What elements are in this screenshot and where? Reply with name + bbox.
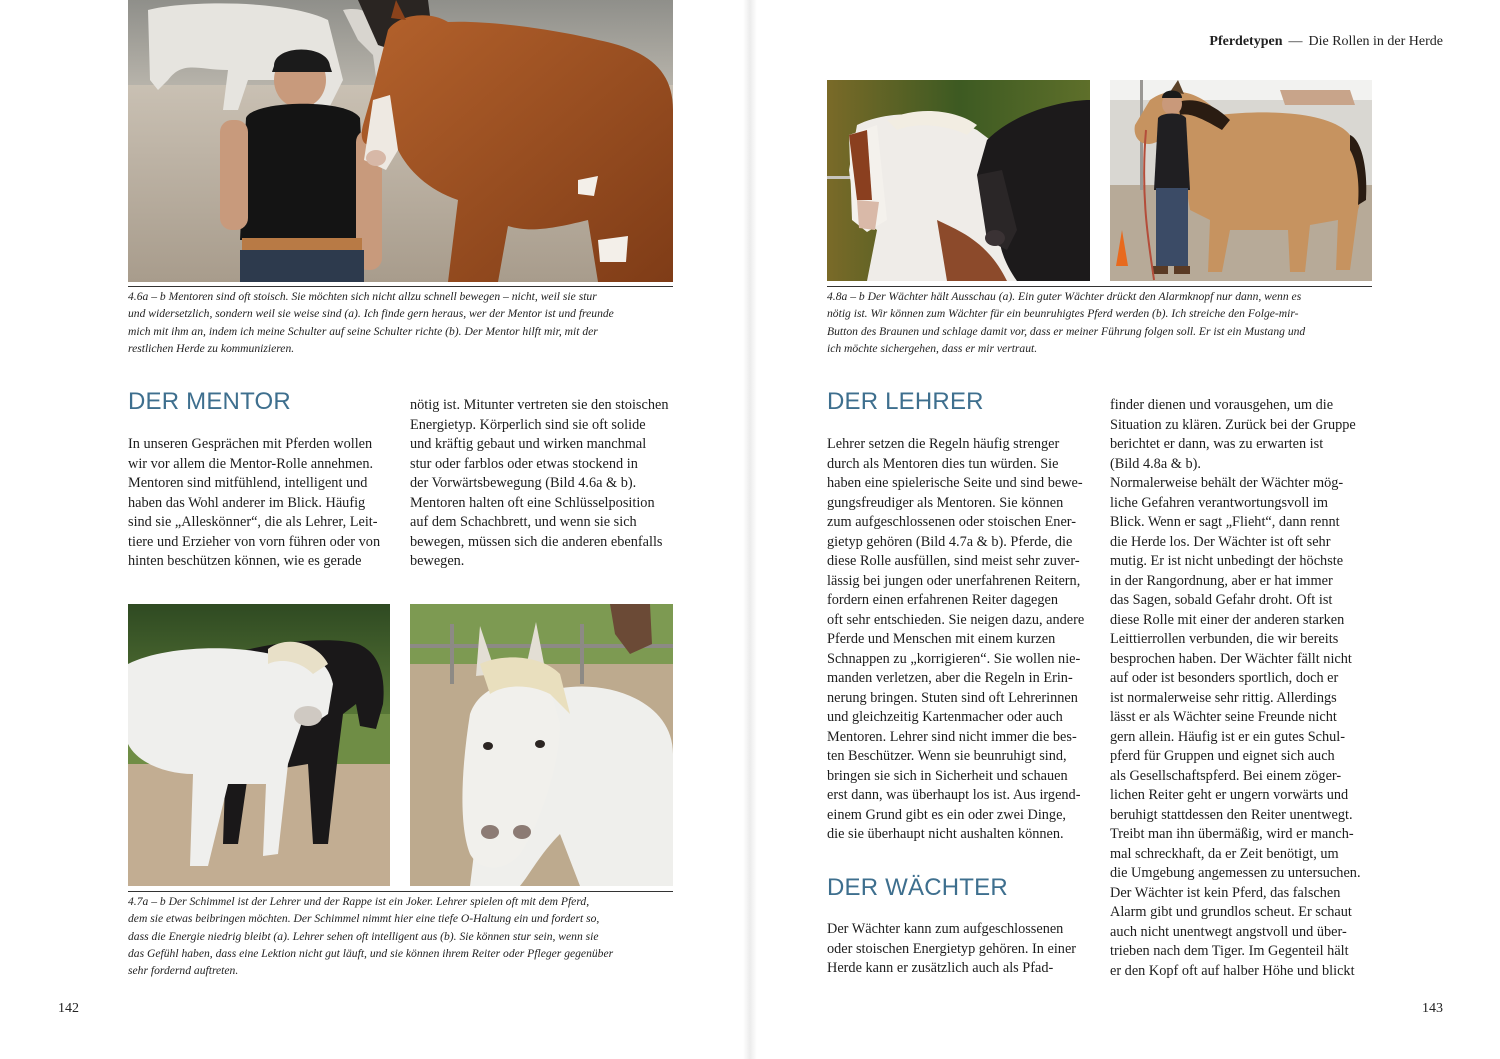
text-line: ist normalerweise sehr rittig. Allerdings [1110,689,1337,706]
text-line: auf oder ist besonders sportlich, doch er [1110,670,1339,686]
text-line: beruhigt stattdessen den Reiter unentwegt. [1110,806,1353,823]
running-head-section: Die Rollen in der Herde [1308,34,1443,49]
text-line: lässig bei jungen oder unerfahrenen Reitern, [827,572,1081,589]
text-line: finder dienen und vorausgehen, um die [1110,397,1334,413]
running-head-chapter: Pferdetypen [1209,34,1283,49]
caption-rule-4-8 [827,286,1372,287]
text-line: Pferde und Menschen mit einem kurzen [827,631,1056,647]
text-line: gietyp gehören (Bild 4.7a & b). Pferde, die [827,533,1073,550]
text-line: nötig ist. Mitunter vertreten sie den stoischen [410,397,669,413]
text-line: Energietyp. Körperlich sind sie oft solide [410,416,646,433]
text-line: Alarm gibt und grundlos scheut. Er schaut [1110,904,1352,920]
lehrer-text [827,435,1097,845]
text-line: diese Rolle ausfüllen, sind meist sehr zuver- [827,553,1080,569]
photo-mentor-illustration [128,0,673,282]
text-line: oder stoischen Energietyp gehören. In einer [827,940,1077,957]
text-line: lichen Reiter geht er ungern vorwärts und [1110,787,1349,803]
text-line: mal schreckhaft, da er Zeit benötigt, um [1110,845,1339,862]
waechter-text [827,920,1097,979]
text-line: Situation zu klären. Zurück bei der Gruppe [1110,416,1356,433]
text-line: haben das Wohl anderer im Blick. Häufig [128,494,366,511]
text-line: bewegen. [410,553,465,569]
running-head-separator: — [1288,34,1303,49]
text-line: Der Wächter ist kein Pferd, das falschen [1110,884,1341,901]
text-line: und gleichzeitig Kartenmacher oder auch [827,709,1063,725]
text-line: stur oder farblos oder etwas stockend in [410,455,638,472]
page-number-left: 142 [58,1001,79,1016]
caption-rule-4-7 [128,891,673,892]
text-line: In unseren Gesprächen mit Pferden wollen [128,436,373,452]
right-page [750,0,1500,1059]
text-line: trieben nach dem Tiger. Im Gegenteil hält [1110,943,1349,959]
text-line: gern allein. Häufig ist er ein gutes Schul- [1110,728,1346,745]
text-line: lässt er als Wächter seine Freunde nicht [1110,709,1337,725]
text-line: tiere und Erzieher von vorn führen oder von [128,533,381,550]
text-line: diese Rolle mit einer der anderen starken [1110,611,1345,628]
caption-line: Button des Braunen und schlage damit vor, dass er meiner Führung folgen soll. Er ist ein Mustang und [827,324,1306,338]
text-line: Mentoren. Lehrer sind nicht immer die bes- [827,728,1077,745]
caption-line: das Gefühl haben, dass eine Lektion nicht gut läuft, und sie können ihrem Reiter oder Pfleger gegenüber [128,946,614,960]
caption-line: dem sie etwas beibringen möchten. Der Schimmel nimmt hier eine tiefe O-Haltung ein und fordert so, [128,912,600,926]
text-line: ten Beschützer. Wenn sie beunruhigt sind, [827,748,1067,764]
right-text-column-2 [1110,396,1380,981]
text-line: erst dann, was überhaupt los ist. Aus irgend- [827,787,1081,803]
text-line: durch als Mentoren dies tun würden. Sie [827,455,1059,472]
photo-white-and-black-horse [128,604,390,886]
text-line: Leittierrollen verbunden, die wir bereits [1110,631,1339,647]
text-line: die Umgebung angemessen zu untersuchen. [1110,865,1361,881]
text-line: liche Gefahren verantwortungsvoll im [1110,494,1328,511]
text-line: zum aufgeschlossenen oder stoischen Ener- [827,514,1077,530]
text-line: Mentoren halten oft eine Schlüsselposition [410,494,655,511]
text-line: auch nicht unentwegt angstvoll und über- [1110,923,1347,940]
mentor-text-column-2 [410,396,680,572]
caption-line: und widersetzlich, sondern weil sie weise sind (a). Ich finde gern heraus, wer der Mentor ist und freunde [128,307,614,321]
text-line: mutig. Er ist nicht unbedingt der höchste [1110,553,1344,569]
photo-watcher-handler-illustration [1110,80,1372,281]
caption-line: 4.7a – b Der Schimmel ist der Lehrer und der Rappe ist ein Joker. Lehrer spielen oft mit dem Pferd, [128,895,590,908]
text-line: bringen sie sich in Sicherheit und schauen [827,767,1068,784]
text-line: und kräftig gebaut und wirken manchmal [410,436,647,452]
text-line: die sie überhaupt nicht aushalten können. [827,826,1064,842]
text-line: Lehrer setzen die Regeln häufig strenger [827,436,1060,452]
text-line: Blick. Wenn er sagt „Flieht“, dann rennt [1110,514,1340,530]
text-line: sind sie „Alleskönner“, die als Lehrer, Leit- [128,514,378,530]
text-line: manden verletzen, aber die Regeln in Erin- [827,670,1073,686]
photo-watcher-handler-and-horse [1110,80,1372,281]
text-line: nerung bringen. Stuten sind oft Lehrerinnen [827,689,1078,706]
text-line: der Vorwärtsbewegung (Bild 4.6a & b). [410,475,637,491]
caption-line: mich mit ihm an, indem ich meine Schulter auf seine Schulter richte (b). Der Mentor hilft mir, mit der [128,324,598,338]
text-line: fordern einen erfahrenen Reiter dagegen [827,592,1059,608]
photo-teacher-illustration [128,604,390,886]
photo-white-horse-portrait [410,604,673,886]
text-line: Mentoren sind mitfühlend, intelligent und [128,475,368,491]
heading-der-lehrer: DER LEHRER [827,388,984,415]
text-line: besprochen haben. Der Wächter fällt nicht [1110,650,1352,667]
text-line: haben eine spielerische Seite und sind bewe- [827,475,1083,491]
running-head [1209,34,1443,50]
text-line: Normalerweise behält der Wächter mög- [1110,475,1344,491]
heading-der-mentor: DER MENTOR [128,388,291,415]
text-line: Schnappen zu „korrigieren“. Sie wollen nie- [827,650,1081,667]
page-number-right: 143 [1422,1001,1443,1016]
heading-der-waechter: DER WÄCHTER [827,874,1008,901]
text-line: er den Kopf oft auf halber Höhe und blickt [1110,962,1355,979]
mentor-text-column-1 [128,435,393,572]
text-line: berichtet er dann, was zu erwarten ist [1110,436,1324,452]
text-line: als Gesellschaftspferd. Bei einem zöger- [1110,767,1342,784]
text-line: oft sehr entschieden. Sie neigen dazu, andere [827,611,1085,628]
caption-line: 4.8a – b Der Wächter hält Ausschau (a). Ein guter Wächter drückt den Alarmknopf nur dann, wenn es [827,290,1302,303]
caption-4-8 [827,288,1387,357]
text-line: das Sagen, sobald Gefahr droht. Oft ist [1110,592,1333,608]
photo-mentor-horse-and-handler [128,0,673,282]
text-line: Treibt man ihn übermäßig, wird er manch- [1110,826,1354,842]
text-line: pferd für Gruppen und eignet sich auch [1110,748,1335,764]
photo-teacher-portrait-illustration [410,604,673,886]
caption-line: 4.6a – b Mentoren sind oft stoisch. Sie möchten sich nicht allzu schnell bewegen – nicht, weil sie stur [128,290,597,303]
caption-line: sehr fordernd auftreten. [128,964,239,978]
text-line: Der Wächter kann zum aufgeschlossenen [827,921,1064,937]
photo-watcher-horses [827,80,1090,281]
text-line: bewegen, müssen sich die anderen ebenfalls [410,533,663,550]
text-line: gungsfreudiger als Mentoren. Sie können [827,494,1064,511]
photo-watcher-illustration [827,80,1090,281]
text-line: einem Grund gibt es ein oder zwei Dinge, [827,806,1067,823]
text-line: hinten beschützen können, wie es gerade [128,553,362,569]
text-line: wir vor allem die Mentor-Rolle annehmen. [128,455,374,472]
text-line: in der Rangordnung, aber er hat immer [1110,572,1333,589]
caption-line: restlichen Herde zu kommunizieren. [128,341,295,355]
caption-rule-4-6 [128,286,673,287]
text-line: Herde kann er zusätzlich auch als Pfad- [827,960,1054,976]
caption-line: dass die Energie niedrig bleibt (a). Lehrer sehen oft intelligent aus (b). Sie können stur sein, wenn sie [128,929,599,943]
caption-4-7 [128,893,688,979]
text-line: (Bild 4.8a & b). [1110,455,1201,472]
caption-4-6 [128,288,688,357]
caption-line: nötig ist. Wir können zum Wächter für ein beunruhigtes Pferd werden (b). Ich streiche den Folge-mir- [827,307,1299,321]
text-line: die Herde los. Der Wächter ist oft sehr [1110,533,1331,550]
text-line: auf dem Schachbrett, und wenn sie sich [410,514,637,530]
caption-line: ich möchte sichergehen, dass er mir vertraut. [827,341,1038,355]
